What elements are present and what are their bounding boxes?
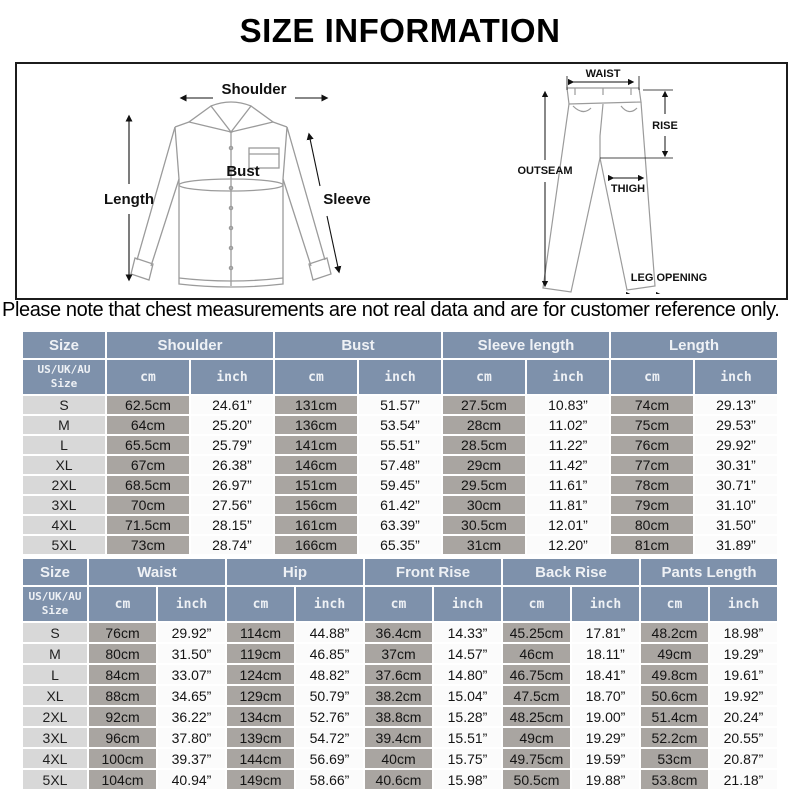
cm-value-cell: 28.5cm — [443, 436, 525, 454]
cm-unit-header: cm — [365, 587, 432, 621]
measurement-group-header: Back Rise — [503, 559, 639, 585]
measurement-group-header: Sleeve length — [443, 332, 609, 358]
cm-value-cell: 141cm — [275, 436, 357, 454]
cm-value-cell: 38.2cm — [365, 686, 432, 705]
inch-value-cell: 30.31” — [695, 456, 777, 474]
cm-unit-header: cm — [227, 587, 294, 621]
cm-value-cell: 134cm — [227, 707, 294, 726]
inch-value-cell: 15.04” — [434, 686, 501, 705]
cm-value-cell: 70cm — [107, 496, 189, 514]
size-cell: 3XL — [23, 496, 105, 514]
cm-value-cell: 29.5cm — [443, 476, 525, 494]
cm-value-cell: 49.8cm — [641, 665, 708, 684]
inch-unit-header: inch — [158, 587, 225, 621]
cm-value-cell: 30cm — [443, 496, 525, 514]
cm-unit-header: cm — [275, 360, 357, 394]
inch-value-cell: 28.74” — [191, 536, 273, 554]
inch-value-cell: 11.22” — [527, 436, 609, 454]
size-standard-subheader: US/UK/AU Size — [23, 360, 105, 394]
inch-value-cell: 15.98” — [434, 770, 501, 789]
cm-value-cell: 139cm — [227, 728, 294, 747]
inch-value-cell: 21.18” — [710, 770, 777, 789]
cm-unit-header: cm — [641, 587, 708, 621]
inch-unit-header: inch — [434, 587, 501, 621]
cm-value-cell: 62.5cm — [107, 396, 189, 414]
pants-arrows — [545, 76, 673, 294]
cm-value-cell: 65.5cm — [107, 436, 189, 454]
inch-value-cell: 36.22” — [158, 707, 225, 726]
inch-value-cell: 11.02” — [527, 416, 609, 434]
inch-value-cell: 30.71” — [695, 476, 777, 494]
measurement-group-header: Hip — [227, 559, 363, 585]
shirt-drawing — [131, 102, 331, 287]
inch-unit-header: inch — [695, 360, 777, 394]
table-row — [23, 436, 777, 454]
inch-value-cell: 29.13” — [695, 396, 777, 414]
page-title: SIZE INFORMATION — [239, 12, 561, 49]
cm-value-cell: 37.6cm — [365, 665, 432, 684]
inch-value-cell: 31.50” — [158, 644, 225, 663]
cm-value-cell: 76cm — [89, 623, 156, 642]
cm-value-cell: 67cm — [107, 456, 189, 474]
inch-value-cell: 48.82” — [296, 665, 363, 684]
inch-value-cell: 25.20” — [191, 416, 273, 434]
size-cell: XL — [23, 456, 105, 474]
cm-value-cell: 144cm — [227, 749, 294, 768]
cm-unit-header: cm — [107, 360, 189, 394]
inch-value-cell: 51.57” — [359, 396, 441, 414]
inch-unit-header: inch — [710, 587, 777, 621]
inch-value-cell: 29.92” — [695, 436, 777, 454]
size-cell: M — [23, 416, 105, 434]
inch-value-cell: 55.51” — [359, 436, 441, 454]
cm-value-cell: 119cm — [227, 644, 294, 663]
shirt-shoulder-label: Shoulder — [221, 81, 287, 98]
table-row — [23, 749, 777, 768]
inch-value-cell: 19.29” — [572, 728, 639, 747]
inch-value-cell: 14.33” — [434, 623, 501, 642]
size-cell: 4XL — [23, 516, 105, 534]
unit-header-row — [23, 360, 777, 394]
cm-value-cell: 80cm — [611, 516, 693, 534]
inch-value-cell: 39.37” — [158, 749, 225, 768]
cm-value-cell: 161cm — [275, 516, 357, 534]
inch-value-cell: 19.59” — [572, 749, 639, 768]
inch-value-cell: 50.79” — [296, 686, 363, 705]
cm-value-cell: 48.25cm — [503, 707, 570, 726]
inch-value-cell: 63.39” — [359, 516, 441, 534]
shirt-sleeve-label: Sleeve — [323, 191, 371, 208]
inch-value-cell: 10.83” — [527, 396, 609, 414]
inch-unit-header: inch — [572, 587, 639, 621]
inch-value-cell: 44.88” — [296, 623, 363, 642]
inch-unit-header: inch — [359, 360, 441, 394]
measurement-group-header: Pants Length — [641, 559, 777, 585]
cm-value-cell: 30.5cm — [443, 516, 525, 534]
measurement-group-header: Length — [611, 332, 777, 358]
size-column-header: Size — [23, 332, 105, 358]
cm-value-cell: 50.5cm — [503, 770, 570, 789]
inch-unit-header: inch — [191, 360, 273, 394]
cm-value-cell: 38.8cm — [365, 707, 432, 726]
inch-unit-header: inch — [296, 587, 363, 621]
size-cell: M — [23, 644, 87, 663]
inch-value-cell: 25.79” — [191, 436, 273, 454]
cm-value-cell: 104cm — [89, 770, 156, 789]
table-row — [23, 686, 777, 705]
cm-value-cell: 131cm — [275, 396, 357, 414]
inch-unit-header: inch — [527, 360, 609, 394]
cm-value-cell: 27.5cm — [443, 396, 525, 414]
cm-value-cell: 48.2cm — [641, 623, 708, 642]
cm-value-cell: 68.5cm — [107, 476, 189, 494]
cm-value-cell: 92cm — [89, 707, 156, 726]
size-cell: 5XL — [23, 536, 105, 554]
cm-value-cell: 49cm — [503, 728, 570, 747]
cm-value-cell: 136cm — [275, 416, 357, 434]
inch-value-cell: 17.81” — [572, 623, 639, 642]
inch-value-cell: 18.98” — [710, 623, 777, 642]
inch-value-cell: 52.76” — [296, 707, 363, 726]
group-header-row — [23, 332, 777, 358]
cm-value-cell: 75cm — [611, 416, 693, 434]
table-row — [23, 416, 777, 434]
inch-value-cell: 53.54” — [359, 416, 441, 434]
size-cell: 2XL — [23, 707, 87, 726]
inch-value-cell: 19.92” — [710, 686, 777, 705]
inch-value-cell: 18.11” — [572, 644, 639, 663]
reference-note: Please note that chest measurements are not real data and are for customer reference only. — [2, 299, 780, 321]
inch-value-cell: 59.45” — [359, 476, 441, 494]
unit-header-row — [23, 587, 777, 621]
cm-value-cell: 52.2cm — [641, 728, 708, 747]
cm-unit-header: cm — [503, 587, 570, 621]
inch-value-cell: 19.61” — [710, 665, 777, 684]
measurement-group-header: Waist — [89, 559, 225, 585]
cm-value-cell: 151cm — [275, 476, 357, 494]
cm-value-cell: 166cm — [275, 536, 357, 554]
group-header-row — [23, 559, 777, 585]
inch-value-cell: 24.61” — [191, 396, 273, 414]
inch-value-cell: 20.87” — [710, 749, 777, 768]
cm-value-cell: 156cm — [275, 496, 357, 514]
measurement-group-header: Front Rise — [365, 559, 501, 585]
cm-value-cell: 28cm — [443, 416, 525, 434]
inch-value-cell: 14.80” — [434, 665, 501, 684]
table-row — [23, 516, 777, 534]
cm-value-cell: 114cm — [227, 623, 294, 642]
cm-value-cell: 80cm — [89, 644, 156, 663]
cm-value-cell: 64cm — [107, 416, 189, 434]
inch-value-cell: 26.38” — [191, 456, 273, 474]
inch-value-cell: 15.51” — [434, 728, 501, 747]
cm-value-cell: 39.4cm — [365, 728, 432, 747]
inch-value-cell: 29.53” — [695, 416, 777, 434]
cm-value-cell: 100cm — [89, 749, 156, 768]
cm-value-cell: 50.6cm — [641, 686, 708, 705]
pants-waist-label: WAIST — [585, 68, 621, 80]
inch-value-cell: 19.00” — [572, 707, 639, 726]
table-row — [23, 476, 777, 494]
pants-size-table — [21, 557, 779, 791]
shirt-length-label: Length — [104, 191, 154, 208]
table-row — [23, 456, 777, 474]
inch-value-cell: 29.92” — [158, 623, 225, 642]
cm-value-cell: 46.75cm — [503, 665, 570, 684]
inch-value-cell: 61.42” — [359, 496, 441, 514]
measurement-group-header: Bust — [275, 332, 441, 358]
inch-value-cell: 57.48” — [359, 456, 441, 474]
inch-value-cell: 26.97” — [191, 476, 273, 494]
table-row — [23, 770, 777, 789]
cm-value-cell: 146cm — [275, 456, 357, 474]
pants-outseam-label: OUTSEAM — [517, 165, 573, 177]
inch-value-cell: 14.57” — [434, 644, 501, 663]
cm-value-cell: 149cm — [227, 770, 294, 789]
inch-value-cell: 40.94” — [158, 770, 225, 789]
cm-value-cell: 88cm — [89, 686, 156, 705]
cm-value-cell: 71.5cm — [107, 516, 189, 534]
cm-value-cell: 76cm — [611, 436, 693, 454]
cm-value-cell: 53.8cm — [641, 770, 708, 789]
measurement-group-header: Shoulder — [107, 332, 273, 358]
inch-value-cell: 20.24” — [710, 707, 777, 726]
cm-value-cell: 77cm — [611, 456, 693, 474]
inch-value-cell: 31.89” — [695, 536, 777, 554]
inch-value-cell: 37.80” — [158, 728, 225, 747]
inch-value-cell: 33.07” — [158, 665, 225, 684]
inch-value-cell: 34.65” — [158, 686, 225, 705]
shirt-arrows — [129, 98, 339, 280]
inch-value-cell: 11.81” — [527, 496, 609, 514]
size-cell: 4XL — [23, 749, 87, 768]
cm-value-cell: 53cm — [641, 749, 708, 768]
inch-value-cell: 20.55” — [710, 728, 777, 747]
size-cell: 2XL — [23, 476, 105, 494]
cm-value-cell: 96cm — [89, 728, 156, 747]
table-row — [23, 536, 777, 554]
cm-value-cell: 40.6cm — [365, 770, 432, 789]
size-diagram — [17, 64, 782, 294]
inch-value-cell: 28.15” — [191, 516, 273, 534]
cm-value-cell: 74cm — [611, 396, 693, 414]
cm-unit-header: cm — [443, 360, 525, 394]
inch-value-cell: 12.20” — [527, 536, 609, 554]
shirt-bust-label: Bust — [226, 163, 260, 180]
inch-value-cell: 12.01” — [527, 516, 609, 534]
cm-value-cell: 49.75cm — [503, 749, 570, 768]
inch-value-cell: 58.66” — [296, 770, 363, 789]
table-row — [23, 644, 777, 663]
table-row — [23, 665, 777, 684]
cm-unit-header: cm — [89, 587, 156, 621]
inch-value-cell: 56.69” — [296, 749, 363, 768]
inch-value-cell: 54.72” — [296, 728, 363, 747]
cm-value-cell: 45.25cm — [503, 623, 570, 642]
size-cell: L — [23, 665, 87, 684]
measurement-diagram-box — [15, 62, 788, 300]
inch-value-cell: 27.56” — [191, 496, 273, 514]
cm-value-cell: 36.4cm — [365, 623, 432, 642]
inch-value-cell: 46.85” — [296, 644, 363, 663]
cm-value-cell: 81cm — [611, 536, 693, 554]
size-standard-subheader: US/UK/AU Size — [23, 587, 87, 621]
pants-rise-label: RISE — [652, 120, 678, 132]
inch-value-cell: 31.50” — [695, 516, 777, 534]
cm-value-cell: 49cm — [641, 644, 708, 663]
cm-value-cell: 79cm — [611, 496, 693, 514]
size-cell: 3XL — [23, 728, 87, 747]
size-cell: 5XL — [23, 770, 87, 789]
size-cell: XL — [23, 686, 87, 705]
cm-value-cell: 84cm — [89, 665, 156, 684]
cm-value-cell: 47.5cm — [503, 686, 570, 705]
cm-value-cell: 73cm — [107, 536, 189, 554]
cm-value-cell: 31cm — [443, 536, 525, 554]
cm-value-cell: 37cm — [365, 644, 432, 663]
cm-value-cell: 129cm — [227, 686, 294, 705]
inch-value-cell: 15.28” — [434, 707, 501, 726]
pants-leg-opening-label: LEG OPENING — [630, 272, 708, 284]
cm-value-cell: 29cm — [443, 456, 525, 474]
inch-value-cell: 11.61” — [527, 476, 609, 494]
size-cell: S — [23, 623, 87, 642]
cm-value-cell: 46cm — [503, 644, 570, 663]
cm-unit-header: cm — [611, 360, 693, 394]
table-row — [23, 728, 777, 747]
pants-thigh-label: THIGH — [610, 183, 646, 195]
size-column-header: Size — [23, 559, 87, 585]
inch-value-cell: 19.88” — [572, 770, 639, 789]
inch-value-cell: 18.70” — [572, 686, 639, 705]
size-cell: S — [23, 396, 105, 414]
table-row — [23, 496, 777, 514]
size-cell: L — [23, 436, 105, 454]
inch-value-cell: 18.41” — [572, 665, 639, 684]
table-row — [23, 707, 777, 726]
cm-value-cell: 124cm — [227, 665, 294, 684]
table-row — [23, 623, 777, 642]
inch-value-cell: 15.75” — [434, 749, 501, 768]
cm-value-cell: 51.4cm — [641, 707, 708, 726]
inch-value-cell: 65.35” — [359, 536, 441, 554]
inch-value-cell: 11.42” — [527, 456, 609, 474]
inch-value-cell: 31.10” — [695, 496, 777, 514]
table-row — [23, 396, 777, 414]
inch-value-cell: 19.29” — [710, 644, 777, 663]
shirt-size-table — [21, 330, 779, 556]
cm-value-cell: 78cm — [611, 476, 693, 494]
cm-value-cell: 40cm — [365, 749, 432, 768]
